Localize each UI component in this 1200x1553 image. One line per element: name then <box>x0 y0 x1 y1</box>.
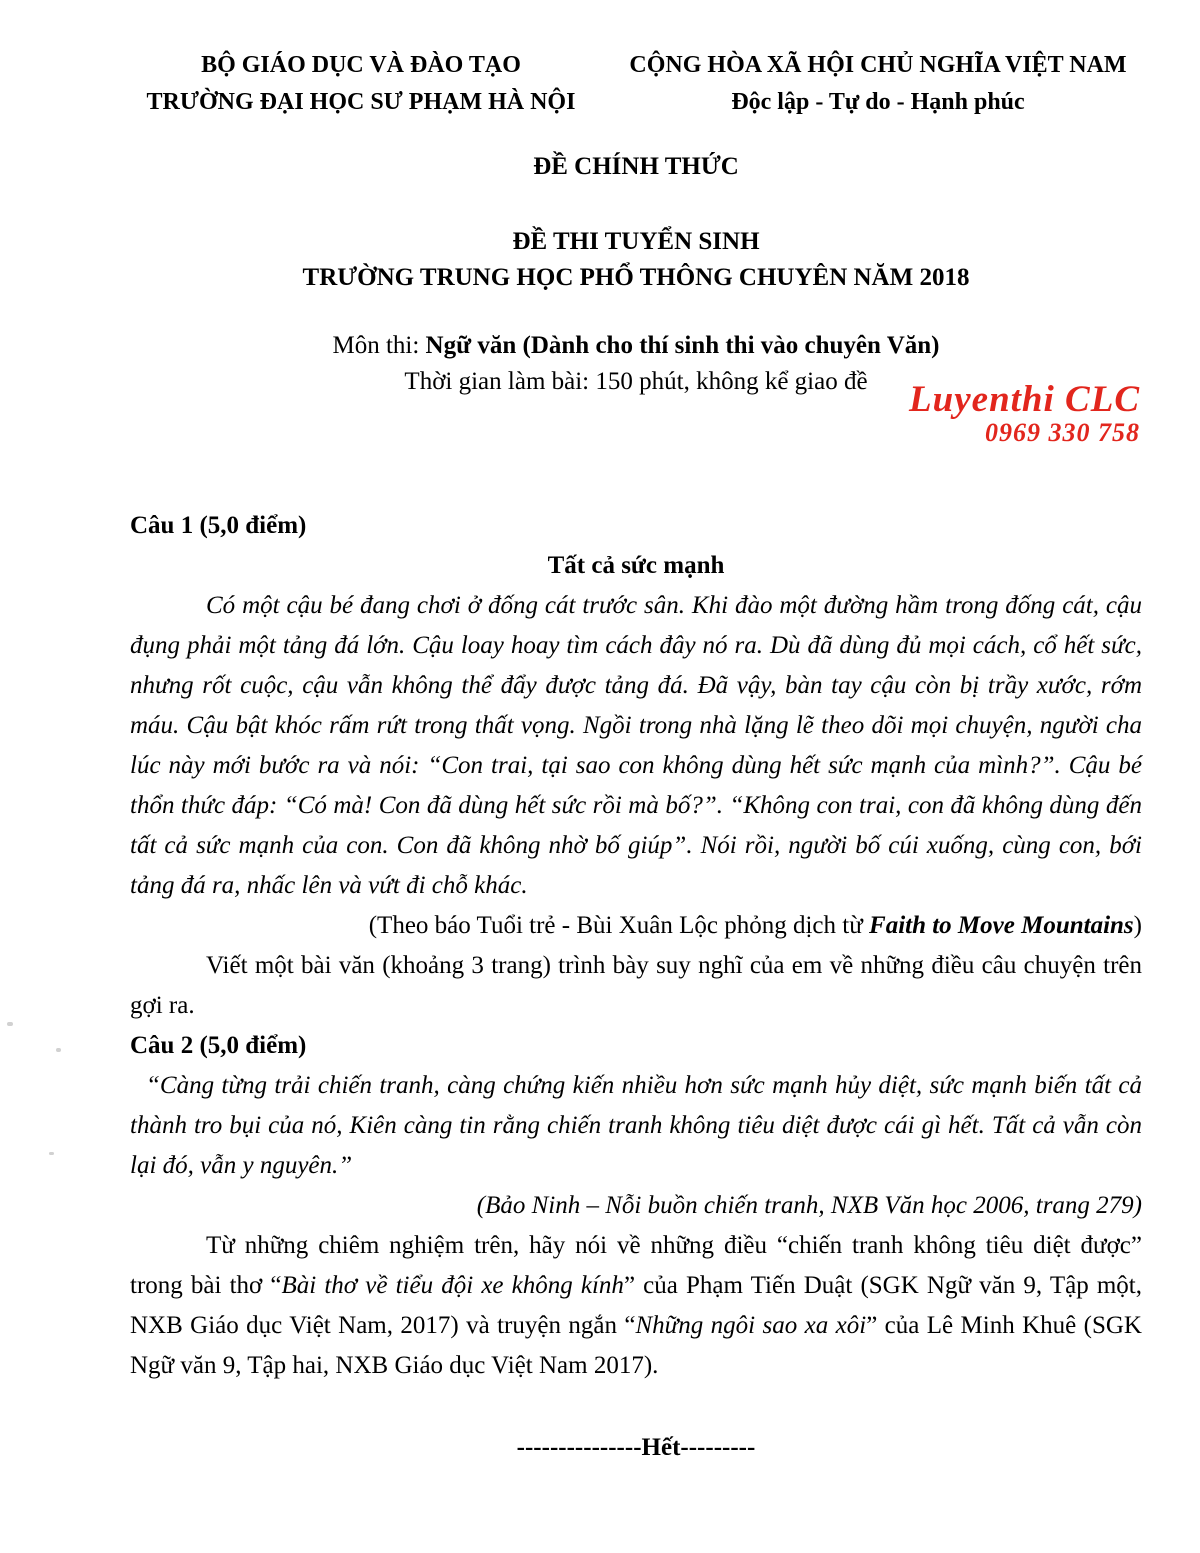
scan-speckle <box>7 1022 13 1026</box>
national-motto <box>614 47 1142 121</box>
story-source-prefix: (Theo báo Tuổi trẻ - Bùi Xuân Lộc phỏng dịch từ <box>368 912 870 939</box>
exam-title-line1: ĐỀ THI TUYỂN SINH <box>512 228 760 255</box>
question2-quote-source: (Bảo Ninh – Nỗi buồn chiến tranh, NXB Văn học 2006, trang 279) <box>476 1192 1142 1219</box>
story-title: Tất cả sức mạnh <box>547 552 725 579</box>
exam-title-line2: TRƯỜNG TRUNG HỌC PHỔ THÔNG CHUYÊN NĂM 2018 <box>302 264 970 291</box>
watermark-brand-text: Luyenthi CLC <box>909 379 1140 420</box>
subject-prefix: Môn thi: <box>332 332 426 359</box>
story-source-title: Faith to Move Mountains <box>869 912 1134 939</box>
university-name: TRƯỜNG ĐẠI HỌC SƯ PHẠM HÀ NỘI <box>146 89 576 115</box>
motto-line: Độc lập - Tự do - Hạnh phúc <box>731 89 1025 115</box>
duration-line: Thời gian làm bài: 150 phút, không kể giao đề <box>404 368 868 395</box>
luyenthi-clc-watermark <box>909 381 1140 446</box>
issuing-authority <box>130 47 592 121</box>
subject-name: Ngữ văn (Dành cho thí sinh thi vào chuyên Văn) <box>425 332 940 359</box>
question2-task-text: ” của Lê Minh Khuê (SGK Ngữ văn 9, Tập hai, NXB Giáo dục Việt Nam 2017). <box>130 1312 1142 1379</box>
scan-speckle <box>49 1152 54 1155</box>
watermark-phone-number: 0969 330 758 <box>985 418 1140 447</box>
question2-task <box>130 1226 1142 1386</box>
short-story-title: Những ngôi sao xa xôi <box>635 1312 867 1339</box>
question1-heading: Câu 1 (5,0 điểm) <box>130 512 307 539</box>
national-header <box>130 47 1142 121</box>
question1-task: Viết một bài văn (khoảng 3 trang) trình bày suy nghĩ của em về những điều câu chuyện trên gợi ra. <box>130 952 1142 1019</box>
question2-heading: Câu 2 (5,0 điểm) <box>130 1032 307 1059</box>
ministry-name: BỘ GIÁO DỤC VÀ ĐÀO TẠO <box>201 52 521 78</box>
story-source-line <box>130 906 1142 946</box>
question2-task-text: ” của Phạm Tiến Duật (SGK Ngữ văn 9, Tập một, NXB Giáo dục Việt Nam, 2017) và truyện ngắn “ <box>130 1272 1142 1339</box>
republic-title: CỘNG HÒA XÃ HỘI CHỦ NGHĨA VIỆT NAM <box>629 52 1127 78</box>
question2-quote: “Càng từng trải chiến tranh, càng chứng kiến nhiều hơn sức mạnh hủy diệt, sức mạnh biến tất cả thành tro bụi của nó, Kiên càng tin rằng chiến tranh không tiêu diệt được cái gì hết. Tất cả vẫn còn lại đó, vẫn y nguyên.” <box>130 1072 1142 1179</box>
subject-line <box>130 328 1142 364</box>
story-paragraph: Có một cậu bé đang chơi ở đống cát trước sân. Khi đào một đường hầm trong đống cát, cậu đụng phải một tảng đá lớn. Cậu loay hoay tìm cách đây nó ra. Dù đã dùng đủ mọi cách, cổ hết sức, nhưng rốt cuộc, cậu vẫn không thể đẩy được tảng đá. Đã vậy, bàn tay cậu còn bị trầy xước, rớm máu. Cậu bật khóc rấm rứt trong thất vọng. Ngồi trong nhà lặng lẽ theo dõi mọi chuyện, người cha lúc này mới bước ra và nói: “Con trai, tại sao con không dùng hết sức mạnh của mình?”. Cậu bé thổn thức đáp: “Có mà! Con đã dùng hết sức rồi mà bố?”. “Không con trai, con đã không dùng đến tất cả sức mạnh của con. Con đã không nhờ bố giúp”. Nói rồi, người bố cúi xuống, cùng con, bới tảng đá ra, nhấc lên và vứt đi chỗ khác. <box>130 592 1142 899</box>
question2-task-text: Từ những chiêm nghiệm trên, hãy nói về những điều “chiến tranh không tiêu diệt được” trong bài thơ “ <box>130 1232 1142 1299</box>
exam-type-label: ĐỀ CHÍNH THỨC <box>533 153 739 180</box>
scan-speckle <box>56 1048 61 1052</box>
story-source-suffix: ) <box>1133 912 1142 939</box>
end-marker: ---------------Hết--------- <box>516 1434 756 1461</box>
poem-title: Bài thơ về tiểu đội xe không kính <box>281 1272 624 1299</box>
